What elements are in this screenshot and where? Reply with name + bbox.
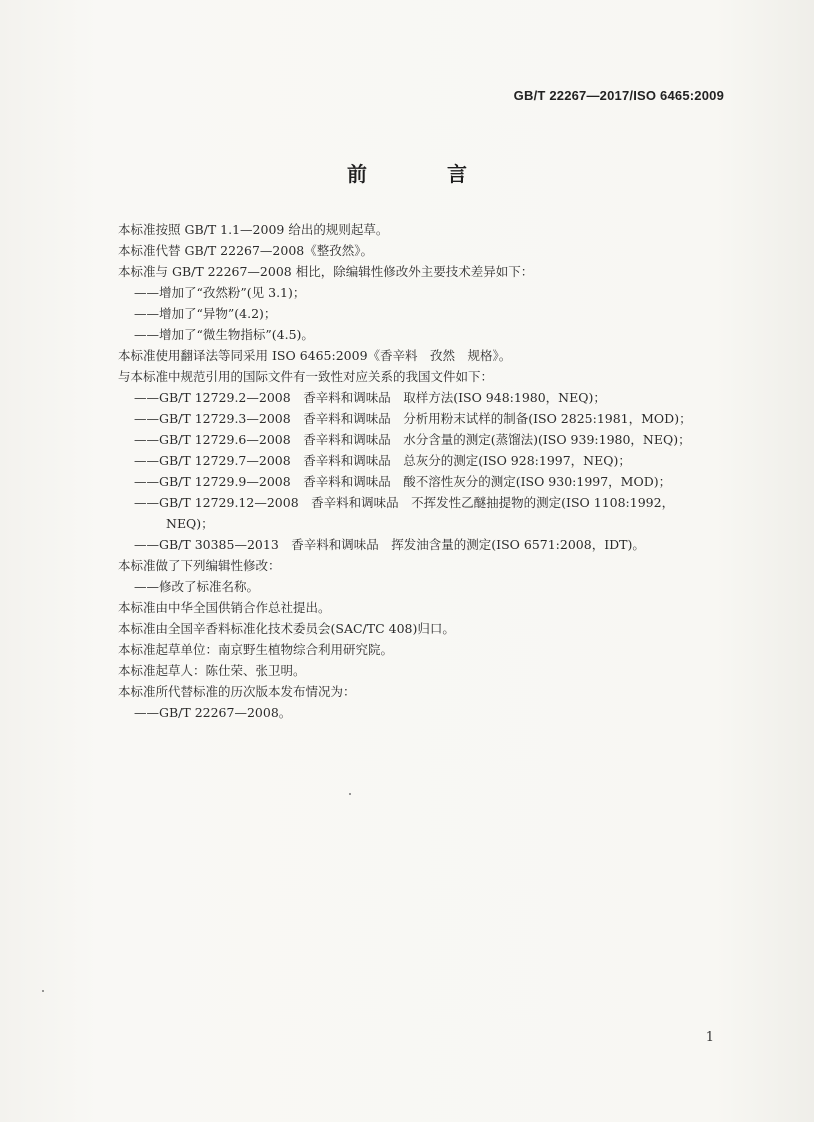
list-item: ——GB/T 12729.9—2008 香辛料和调味品 酸不溶性灰分的测定(ISO 930:1997，MOD)； bbox=[134, 474, 672, 489]
list-item: ——GB/T 12729.2—2008 香辛料和调味品 取样方法(ISO 948:1980，NEQ)； bbox=[134, 390, 606, 405]
foreword-body bbox=[118, 219, 730, 723]
list-item: ——增加了“异物”(4.2)； bbox=[134, 306, 277, 321]
list-item: ——GB/T 12729.3—2008 香辛料和调味品 分析用粉末试样的制备(ISO 2825:1981，MOD)； bbox=[134, 411, 692, 426]
scan-speck bbox=[349, 793, 351, 795]
list-item: ——GB/T 12729.12—2008 香辛料和调味品 不挥发性乙醚抽提物的测定(ISO 1108:1992， bbox=[134, 495, 675, 510]
text-line: 本标准与 GB/T 22267—2008 相比，除编辑性修改外主要技术差异如下： bbox=[118, 264, 534, 279]
page-number: 1 bbox=[705, 1030, 714, 1045]
text-line: 本标准由全国辛香料标准化技术委员会(SAC/TC 408)归口。 bbox=[118, 621, 455, 636]
list-item: ——GB/T 12729.7—2008 香辛料和调味品 总灰分的测定(ISO 928:1997，NEQ)； bbox=[134, 453, 631, 468]
text-line: 本标准使用翻译法等同采用 ISO 6465:2009《香辛料 孜然 规格》。 bbox=[118, 348, 512, 363]
text-line: 本标准做了下列编辑性修改： bbox=[118, 558, 281, 573]
text-line: 本标准按照 GB/T 1.1—2009 给出的规则起草。 bbox=[118, 222, 389, 237]
standard-code-header: GB/T 22267—2017/ISO 6465:2009 bbox=[513, 88, 724, 103]
text-line: 本标准代替 GB/T 22267—2008《整孜然》。 bbox=[118, 243, 373, 258]
text-line: 本标准起草单位：南京野生植物综合利用研究院。 bbox=[118, 642, 394, 657]
text-line: 与本标准中规范引用的国际文件有一致性对应关系的我国文件如下： bbox=[118, 369, 494, 384]
list-item-continuation: NEQ)； bbox=[166, 516, 214, 531]
list-item: ——GB/T 12729.6—2008 香辛料和调味品 水分含量的测定(蒸馏法)(ISO 939:1980，NEQ)； bbox=[134, 432, 691, 447]
list-item: ——增加了“孜然粉”(见 3.1)； bbox=[134, 285, 306, 300]
list-item: ——修改了标准名称。 bbox=[134, 579, 260, 594]
list-item: ——GB/T 22267—2008。 bbox=[134, 705, 292, 720]
list-item: ——GB/T 30385—2013 香辛料和调味品 挥发油含量的测定(ISO 6571:2008，IDT)。 bbox=[134, 537, 645, 552]
text-line: 本标准所代替标准的历次版本发布情况为： bbox=[118, 684, 356, 699]
list-item: ——增加了“微生物指标”(4.5)。 bbox=[134, 327, 314, 342]
text-line: 本标准起草人：陈仕荣、张卫明。 bbox=[118, 663, 306, 678]
text-line: 本标准由中华全国供销合作总社提出。 bbox=[118, 600, 331, 615]
scan-speck bbox=[42, 990, 44, 992]
page-title: 前 言 bbox=[347, 162, 497, 186]
